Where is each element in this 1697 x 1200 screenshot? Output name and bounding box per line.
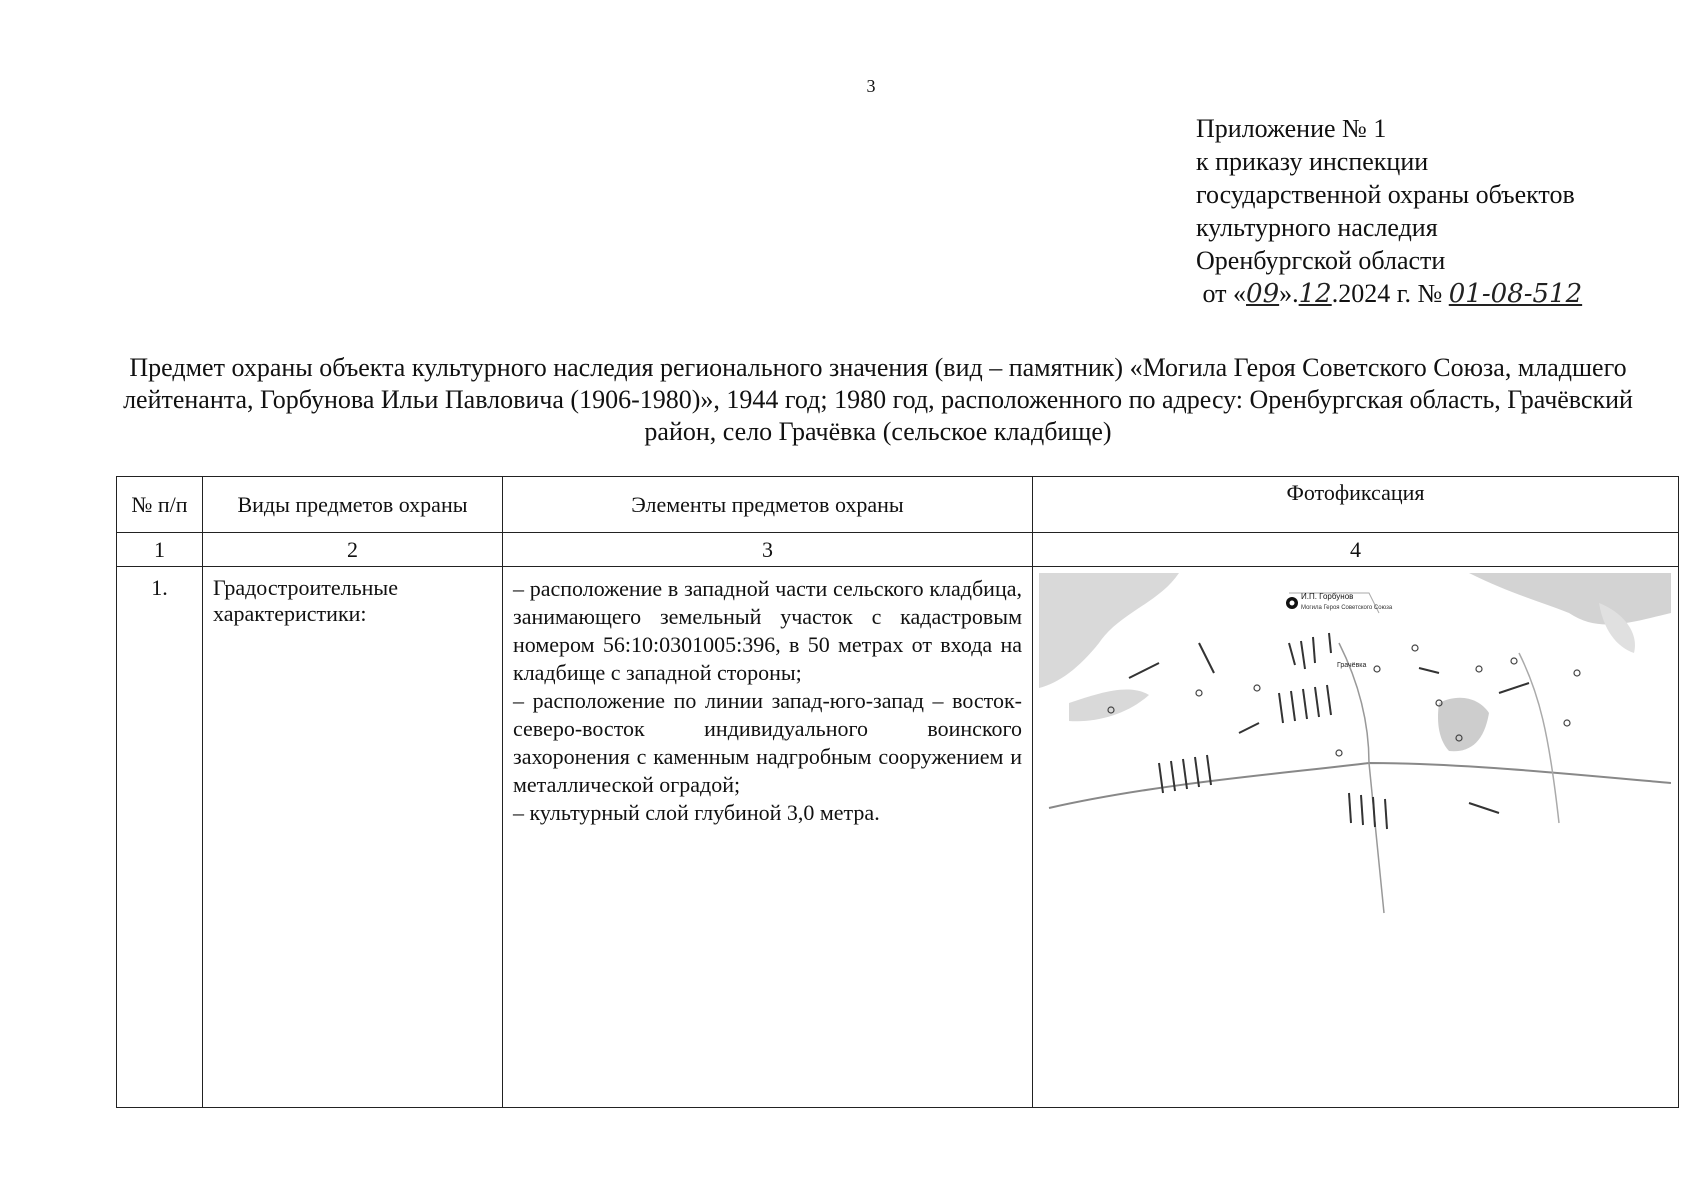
header-num: № п/п: [117, 477, 203, 533]
element-item: – культурный слой глубиной 3,0 метра.: [513, 800, 880, 825]
header-elements: Элементы предметов охраны: [503, 477, 1033, 533]
date-prefix: от «: [1202, 279, 1247, 308]
map-water-area: [1069, 690, 1149, 722]
location-map: [1039, 573, 1671, 945]
column-number: 1: [117, 533, 203, 567]
grave-location-marker-inner: [1290, 601, 1295, 606]
row-kind: Градостроительные характеристики:: [203, 567, 503, 1108]
appendix-line-5: Оренбургской области: [1196, 246, 1446, 275]
handwritten-day: 09: [1246, 279, 1280, 309]
header-kind: Виды предметов охраны: [203, 477, 503, 533]
column-number-row: [117, 533, 1679, 567]
row-number: 1.: [117, 567, 203, 1108]
appendix-line-3: государственной охраны объектов: [1196, 180, 1575, 209]
map-water-area: [1438, 698, 1489, 751]
page-number: 3: [866, 76, 876, 96]
handwritten-month: 12: [1298, 279, 1332, 309]
appendix-date-line: [1196, 277, 1582, 311]
column-number: 2: [203, 533, 503, 567]
handwritten-order-number: 01-08-512: [1448, 279, 1583, 309]
appendix-line-2: к приказу инспекции: [1196, 147, 1429, 176]
element-item: – расположение по линии запад-юго-запад – восток-северо-восток индивидуального воинского захоронения с каменным надгробным сооружением и металлической оградой;: [513, 688, 1022, 797]
map-water-area: [1039, 573, 1179, 688]
map-road: [1519, 653, 1559, 823]
map-road: [1049, 763, 1671, 808]
appendix-block: [1196, 112, 1582, 311]
protection-table: [116, 476, 1679, 1108]
appendix-line-4: культурного наследия: [1196, 213, 1438, 242]
table-header-row: [117, 477, 1679, 533]
element-item: – расположение в западной части сельского кладбица, занимающего земельный участок с кадастровым номером 56:10:0301005:396, в 50 метрах от входа на кладбище с западной стороны;: [513, 576, 1022, 685]
row-photo-cell: [1033, 567, 1679, 1108]
column-number: 3: [503, 533, 1033, 567]
appendix-line-1: Приложение № 1: [1196, 114, 1387, 143]
date-sep: ».: [1279, 279, 1299, 308]
map-road: [1339, 643, 1369, 763]
date-year: .2024 г. №: [1331, 279, 1443, 308]
map-marker-sublabel: Могила Героя Советского Союза: [1301, 605, 1393, 611]
document-heading: Предмет охраны объекта культурного наследия регионального значения (вид – памятник) «Могила Героя Советского Союза, младшего лейтенанта, Горбунова Ильи Павловича (1906-1980)», 1944 год; 1980 год, расположенного по адресу: Оренбургская область, Грачёвский район, село Грачёвка (сельское кладбище): [123, 353, 1633, 446]
map-road: [1369, 763, 1384, 913]
header-photo: Фотофиксация: [1033, 477, 1679, 533]
row-elements: [503, 567, 1033, 1108]
column-number: 4: [1033, 533, 1679, 567]
table-row: [117, 567, 1679, 1108]
map-marker-label: И.П. Горбунов: [1301, 592, 1354, 601]
map-village-label: Грачёвка: [1337, 662, 1367, 669]
map-water-area: [1469, 573, 1671, 625]
